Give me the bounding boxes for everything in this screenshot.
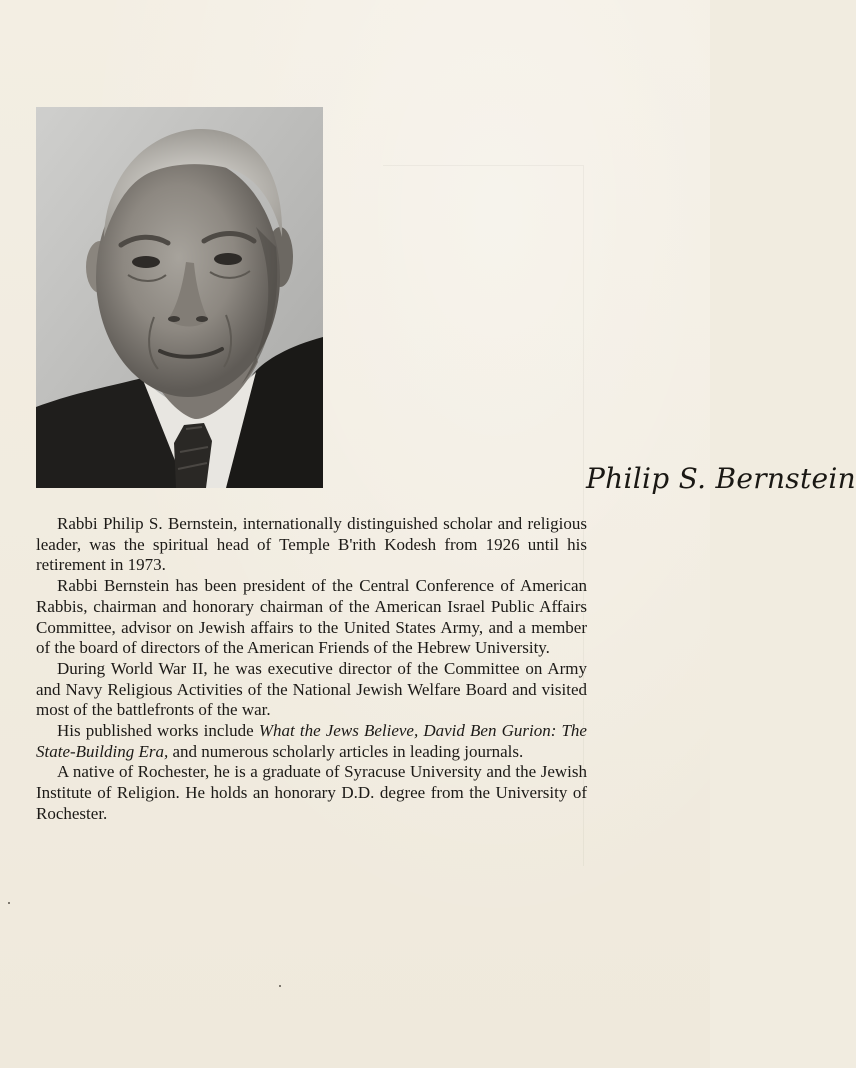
bio-paragraph-4-tail: and numerous scholarly articles in leading journals.	[168, 741, 524, 761]
person-name-heading: Philip S. Bernstein	[586, 462, 856, 495]
bio-paragraph-4-lead: His published works include	[57, 721, 259, 741]
biography-text	[36, 514, 587, 825]
bio-paragraph-1: Rabbi Philip S. Bernstein, internationally distinguished scholar and religious leader, was the spiritual head of Temple B'rith Kodesh from 1926 until his retirement in 1973.	[36, 514, 587, 575]
bio-paragraph-2: Rabbi Bernstein has been president of the Central Conference of American Rabbis, chairman and honorary chairman of the American Israel Public Affairs Committee, advisor on Jewish affairs to the United States Army, and a member of the board of directors of the American Friends of the Hebrew University.	[36, 576, 587, 658]
book-titles: What the Jews Believe, David Ben Gurion: The State-Building Era,	[36, 721, 587, 761]
paper-speck	[8, 902, 10, 904]
portrait-photo	[36, 107, 323, 488]
bio-paragraph-3: During World War II, he was executive director of the Committee on Army and Navy Religious Activities of the National Jewish Welfare Board and visited most of the battlefronts of the war.	[36, 658, 587, 720]
bio-paragraph-4	[36, 721, 587, 762]
bio-paragraph-5: A native of Rochester, he is a graduate of Syracuse University and the Jewish Institute of Religion. He holds an honorary D.D. degree from the University of Rochester.	[36, 762, 587, 823]
paper-speck	[279, 985, 281, 987]
